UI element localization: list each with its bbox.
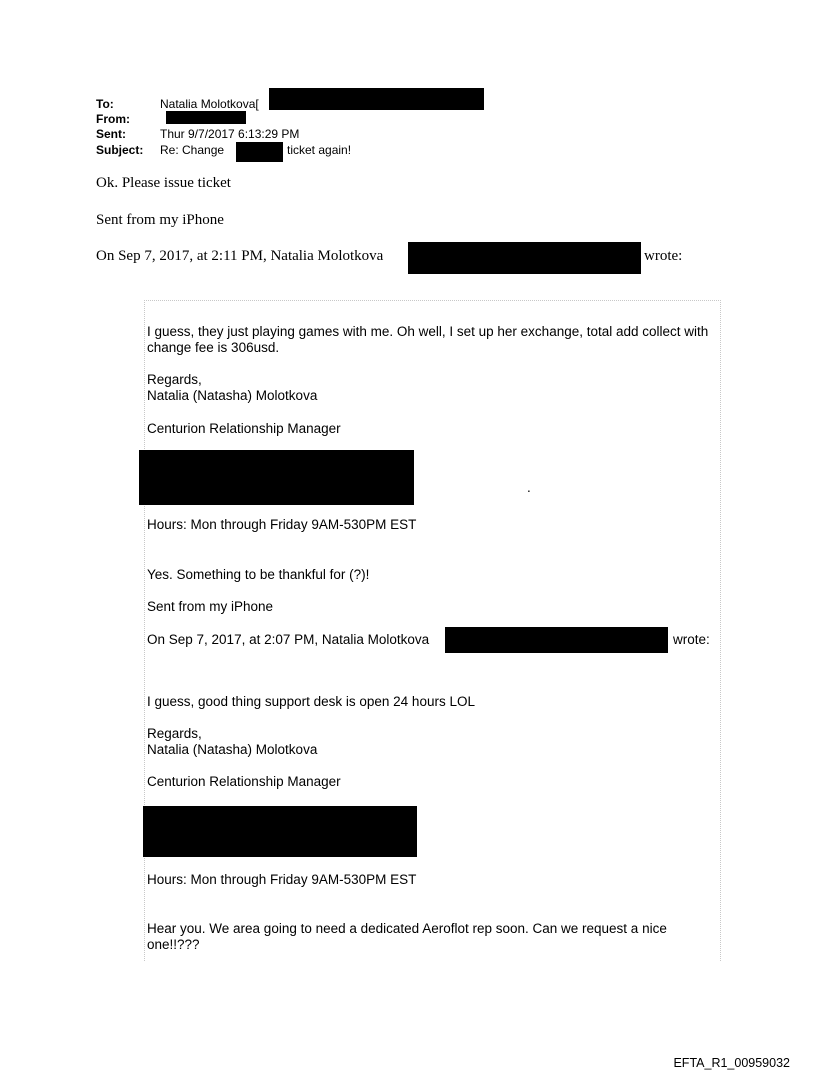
attribution2-part2: wrote: — [673, 632, 710, 647]
body-line-ok: Ok. Please issue ticket — [96, 175, 231, 191]
stray-dot: . — [527, 480, 531, 495]
subject-part1: Re: Change — [160, 143, 225, 157]
sig1-regards: Regards, — [147, 372, 202, 387]
body-sent-from-iphone: Sent from my iPhone — [96, 212, 224, 228]
redaction-attribution2-email — [445, 627, 668, 653]
quote-para3: Hear you. We area going to need a dedicated Aeroflot rep soon. Can we request a nice one!!??? — [147, 921, 667, 952]
from-label: From: — [96, 112, 130, 126]
sig2-regards: Regards, — [147, 726, 202, 741]
attribution2-part1: On Sep 7, 2017, at 2:07 PM, Natalia Molotkova — [147, 632, 430, 647]
to-label: To: — [96, 97, 114, 111]
sig2-name: Natalia (Natasha) Molotkova — [147, 742, 318, 757]
redaction-sig2-contact — [143, 806, 417, 857]
quote-para2: I guess, good thing support desk is open 24 hours LOL — [147, 694, 475, 709]
hours2: Hours: Mon through Friday 9AM-530PM EST — [147, 872, 417, 887]
sig2-title: Centurion Relationship Manager — [147, 774, 341, 789]
sent-value: Thur 9/7/2017 6:13:29 PM — [160, 127, 300, 141]
subject-label: Subject: — [96, 143, 144, 157]
redaction-to-email — [269, 88, 484, 110]
subject-part2: ticket again! — [287, 143, 352, 157]
hours1: Hours: Mon through Friday 9AM-530PM EST — [147, 517, 417, 532]
sent-label: Sent: — [96, 127, 126, 141]
sig1-name: Natalia (Natasha) Molotkova — [147, 388, 318, 403]
to-value: Natalia Molotkova[ — [160, 97, 259, 111]
reply1-sent-from-iphone: Sent from my iPhone — [147, 599, 274, 614]
reply1: Yes. Something to be thankful for (?)! — [147, 567, 370, 582]
sig1-title: Centurion Relationship Manager — [147, 421, 341, 436]
redaction-attribution-email — [408, 242, 641, 274]
document-id: EFTA_R1_00959032 — [673, 1056, 790, 1070]
body-attribution-part1: On Sep 7, 2017, at 2:11 PM, Natalia Molotkova — [96, 248, 384, 264]
redaction-subject — [236, 142, 283, 162]
body-attribution-part2: wrote: — [644, 248, 683, 264]
quote-para1: I guess, they just playing games with me. Oh well, I set up her exchange, total add collect with change fee is 306usd. — [147, 324, 709, 355]
redaction-from — [166, 111, 246, 124]
redaction-sig1-contact — [139, 450, 414, 505]
